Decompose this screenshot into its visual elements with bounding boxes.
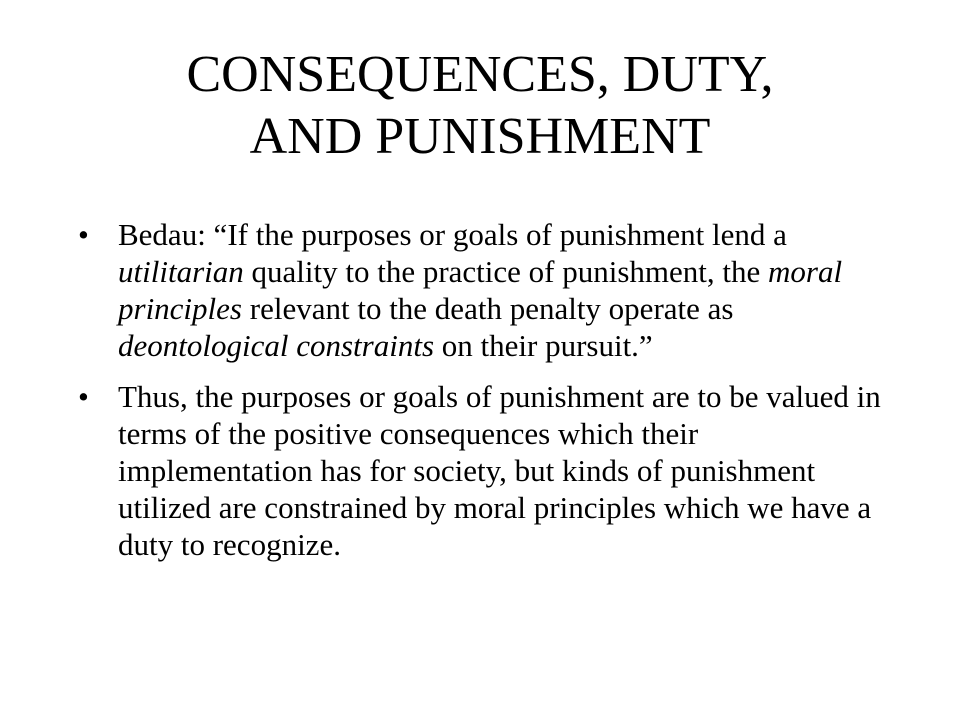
bullet-item-2 xyxy=(78,378,890,563)
bullet-1-segment-6-italic: deontological constraints xyxy=(118,328,435,363)
bullet-item-1 xyxy=(78,216,890,364)
slide-title-line-2: AND PUNISHMENT xyxy=(249,108,711,165)
bullet-text-1 xyxy=(118,217,842,363)
bullet-2-segment-1: Thus, the purposes or goals of punishment are to be valued in terms of the positive consequences which their implementation has for society, but kinds of punishment utilized are constrained by moral principles which we have a duty to recognize. xyxy=(118,379,881,562)
slide-title xyxy=(0,44,960,168)
bullet-1-segment-2-italic: utilitarian xyxy=(118,254,244,289)
bullet-1-segment-7: on their pursuit.” xyxy=(434,328,653,363)
bullet-text-2 xyxy=(118,379,881,562)
slide-title-line-1: CONSEQUENCES, DUTY, xyxy=(186,46,774,103)
bullet-list xyxy=(78,216,890,577)
bullet-1-segment-3: quality to the practice of punishment, the xyxy=(243,254,769,289)
bullet-1-segment-4-italic: moral principles xyxy=(118,254,843,326)
bullet-icon: • xyxy=(78,217,89,252)
bullet-1-segment-1: Bedau: “If the purposes or goals of punishment lend a xyxy=(118,217,787,252)
bullet-icon: • xyxy=(78,379,89,414)
bullet-1-segment-5: relevant to the death penalty operate as xyxy=(242,291,734,326)
